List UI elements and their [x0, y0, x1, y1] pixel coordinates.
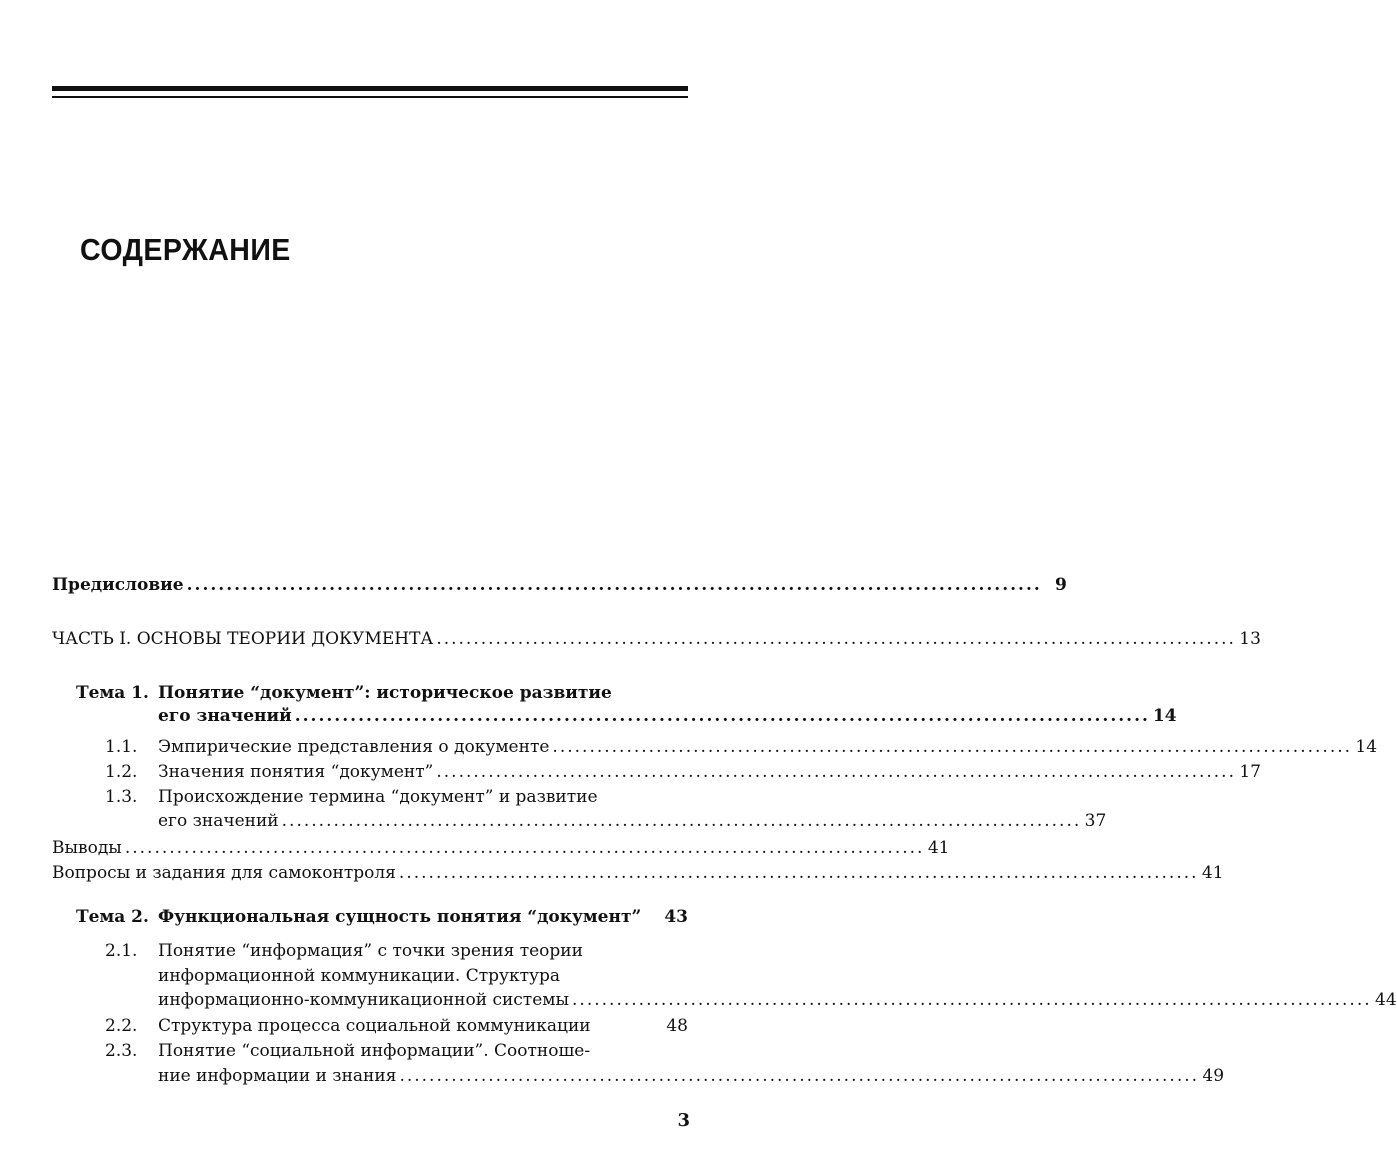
- toc-label-line2: информационной коммуникации. Структура: [158, 966, 561, 986]
- toc-entry-conclusions[interactable]: [52, 838, 950, 866]
- toc-page: 49: [1202, 1066, 1225, 1086]
- leader-dots: ............................................................................................................: [436, 762, 1236, 782]
- toc-label-line2: его значений: [158, 811, 279, 831]
- toc-page: 9: [1054, 575, 1067, 595]
- header-rule-thin: [52, 96, 688, 98]
- toc-entry-1-1[interactable]: [105, 737, 1378, 765]
- header-rule-thick: [52, 86, 688, 91]
- toc-entry-1-2[interactable]: [105, 762, 1261, 790]
- toc-line-last: [158, 990, 1397, 1018]
- toc-label: ЧАСТЬ I. ОСНОВЫ ТЕОРИИ ДОКУМЕНТА: [52, 629, 434, 649]
- toc-page: 13: [1239, 629, 1261, 649]
- toc-number: 2.1.: [105, 941, 138, 961]
- toc-entry-questions[interactable]: [52, 863, 1224, 891]
- toc-label: Выводы: [52, 838, 122, 858]
- toc-label-line2: его значений: [158, 706, 292, 726]
- toc-number: Тема 2.: [76, 907, 149, 927]
- toc-label: Эмпирические представления о документе: [158, 737, 550, 757]
- toc-label: Предисловие: [52, 575, 184, 595]
- toc-label-line1: Понятие “информация” с точки зрения теории: [158, 941, 583, 961]
- toc-line-last: [158, 706, 1177, 734]
- toc-number: 1.3.: [105, 787, 138, 807]
- toc-page: 14: [1152, 706, 1177, 726]
- toc-line-last: [158, 811, 1107, 839]
- leader-dots: ............................................................................................................: [552, 737, 1353, 757]
- toc-entry-topic2[interactable]: [76, 907, 688, 935]
- page-number: 3: [677, 1110, 690, 1131]
- toc-label-line1: Происхождение термина “документ” и развитие: [158, 787, 598, 807]
- leader-dots: ............................................................................................................: [294, 706, 1150, 726]
- toc-entry-part1[interactable]: [52, 629, 1261, 657]
- toc-number: 1.2.: [105, 762, 138, 782]
- toc-label: Вопросы и задания для самоконтроля: [52, 863, 396, 883]
- leader-dots: ............................................................................................................: [124, 838, 925, 858]
- toc-label: Значения понятия “документ”: [158, 762, 434, 782]
- toc-number: 1.1.: [105, 737, 138, 757]
- leader-dots: ............................................................................................................: [281, 811, 1082, 831]
- page-title: СОДЕРЖАНИЕ: [80, 232, 291, 267]
- toc-number: 2.2.: [105, 1016, 138, 1036]
- toc-label-line3: информационно-коммуникационной системы: [158, 990, 570, 1010]
- leader-dots: ............................................................................................................: [572, 990, 1372, 1010]
- leader-dots: ............................................................................................................: [186, 575, 1042, 595]
- toc-entry-preface[interactable]: [52, 575, 1067, 603]
- toc-page: 43: [664, 907, 688, 927]
- toc-label-line1: Понятие “социальной информации”. Соотноше-: [158, 1041, 591, 1061]
- toc-label-line1: Понятие “документ”: историческое развитие: [158, 683, 612, 703]
- leader-dots: ............................................................................................................: [399, 1066, 1200, 1086]
- toc-number: 2.3.: [105, 1041, 138, 1061]
- toc-page: 44: [1375, 990, 1397, 1010]
- toc-label: Функциональная сущность понятия “документ”: [158, 907, 642, 927]
- leader-dots: ............................................................................................................: [436, 629, 1236, 649]
- toc-label: Структура процесса социальной коммуникации: [158, 1016, 591, 1036]
- toc-line-last: [158, 1066, 1225, 1094]
- toc-page: 48: [666, 1016, 688, 1036]
- toc-page: 41: [927, 838, 950, 858]
- toc-page: 37: [1084, 811, 1107, 831]
- toc-page: 41: [1201, 863, 1224, 883]
- toc-page: 17: [1239, 762, 1261, 782]
- leader-dots: ............................................................................................................: [398, 863, 1199, 883]
- toc-number: Тема 1.: [76, 683, 149, 703]
- toc-label-line2: ние информации и знания: [158, 1066, 397, 1086]
- toc-entry-2-2[interactable]: [105, 1016, 688, 1044]
- toc-page: 14: [1355, 737, 1378, 757]
